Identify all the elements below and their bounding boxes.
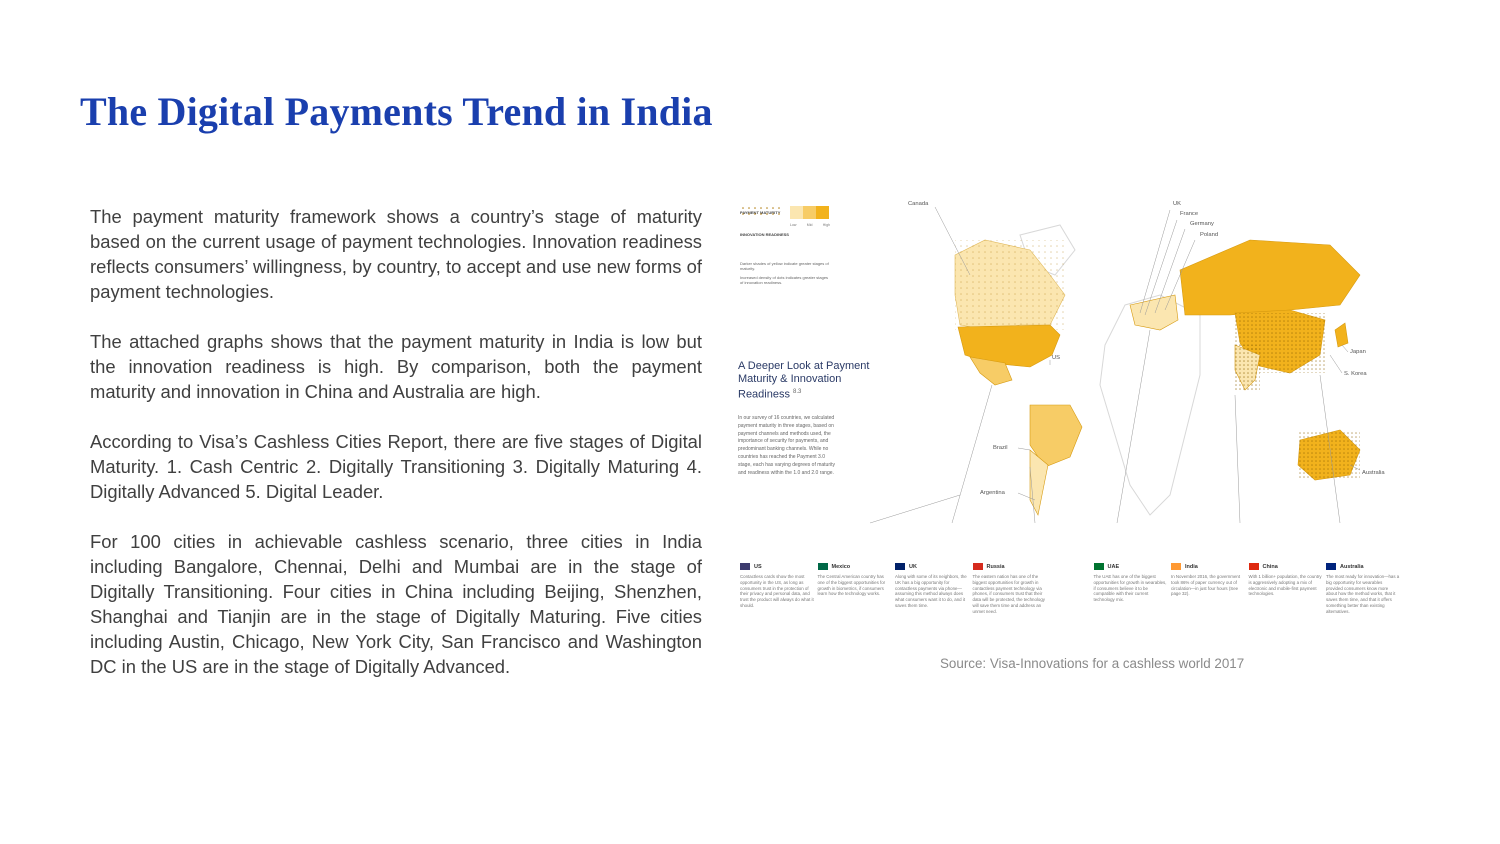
country-desc: The most ready for innovation—has a big opportunity for wearables provided consumers know more about how the method works, that it saves them time, and that it offers something better than existing alternatives.: [1326, 574, 1400, 614]
map-label-australia: Australia: [1362, 470, 1385, 476]
country-name: Russia: [986, 563, 1005, 570]
legend-scale-high: High: [822, 223, 830, 227]
country-note-australia: [1326, 563, 1400, 615]
russia-shape: [1180, 240, 1360, 315]
legend-innovation-readiness: [740, 227, 840, 241]
country-name: UAE: [1107, 563, 1120, 570]
country-name: US: [754, 563, 762, 570]
legend-note-shades: Darker shades of yellow indicate greater stages of maturity.: [740, 261, 829, 271]
deeper-look-title-text: A Deeper Look at Payment Maturity & Innovation Readiness: [738, 360, 870, 401]
country-note-india: [1171, 563, 1245, 615]
map-label-skorea: S. Korea: [1344, 371, 1367, 377]
swatch-high: [816, 206, 829, 219]
country-desc: Along with some of its neighbors, the UK has a big opportunity for contactless payments via phone—assuming this method always does what consumers want it to do, and it saves them time.: [895, 574, 967, 608]
country-note-us: [740, 563, 814, 615]
map-label-brazil: Brazil: [993, 445, 1008, 451]
map-label-uk: UK: [1173, 201, 1182, 207]
country-name: Mexico: [831, 563, 851, 570]
map-legend: [740, 205, 840, 285]
country-note-mexico: [818, 563, 892, 615]
country-note-russia: [973, 563, 1047, 615]
country-name: Australia: [1340, 563, 1364, 570]
country-desc: Contactless cards show the most opportunity in the US, as long as consumers trust in the protection of their privacy and personal data, and trust the product will always do what it should.: [740, 574, 814, 608]
mexico-flag-icon: [818, 563, 828, 570]
paragraph-digital-maturity-stages: According to Visa’s Cashless Cities Report, there are five stages of Digital Maturity. 1. Cash Centric 2. Digitally Transitioning 3. Digitally Maturing 4. Digitally Advanced 5. Digital Leader.: [90, 431, 702, 502]
map-label-germany: Germany: [1190, 221, 1214, 227]
map-label-argentina: Argentina: [980, 490, 1005, 496]
country-name: China: [1262, 563, 1278, 570]
russia-flag-icon: [973, 563, 983, 570]
legend-scale-mid: Mid: [806, 223, 813, 227]
country-desc: The Central American country has one of the biggest opportunities for growth in biometrics, if consumers learn how the technology works.: [817, 574, 886, 597]
country-note-uae: [1094, 563, 1168, 615]
country-name: UK: [909, 563, 917, 570]
swatch-low: [790, 206, 803, 219]
japan-shape: [1335, 323, 1348, 347]
us-flag-icon: [740, 563, 750, 570]
india-flag-icon: [1171, 563, 1181, 570]
country-note-china: [1249, 563, 1323, 615]
country-desc: The UAE has one of the biggest opportunities for growth in wearables, if consumers believe it to be compatible with their current technology mix.: [1093, 574, 1167, 603]
figure-source: Source: Visa-Innovations for a cashless world 2017: [940, 656, 1245, 671]
deeper-look-ref: 8.3: [793, 389, 802, 395]
page-title: The Digital Payments Trend in India: [80, 89, 713, 134]
payment-maturity-map-figure: [730, 195, 1410, 625]
map-label-canada: Canada: [908, 201, 929, 207]
deeper-look-body: In our survey of 16 countries, we calculated payment maturity in three stages, based on payment channels and methods used, the importance of security for payments, and predominant banking channels. While no countries has reached the Payment 3.0 stage, each has varying degrees of maturity and readiness within the 1.0 and 2.0 range.: [738, 415, 835, 476]
legend-scale-low: Low: [790, 223, 797, 227]
legend-note-dots: Increased density of dots indicates greater stages of innovation readiness.: [740, 275, 829, 285]
map-label-us: US: [1052, 355, 1061, 361]
legend-dots: [740, 205, 780, 217]
map-label-japan: Japan: [1350, 349, 1366, 355]
country-desc: The eastern nation has one of the biggest opportunities for growth in contactless payment technology via phones, if consumers trust that their data will be protected, the technology will save them time and address an unmet need.: [972, 574, 1045, 614]
uae-flag-icon: [1094, 563, 1104, 570]
legend-innovation-readiness-label: INNOVATION READINESS: [740, 231, 789, 237]
country-name: India: [1185, 563, 1198, 570]
legend-scale: [790, 223, 830, 227]
body-text: [90, 204, 702, 679]
paragraph-india-comparison: The attached graphs shows that the payment maturity in India is low but the innovation readiness is high. By comparison, both the payment maturity and innovation in China and Australia are high.: [90, 331, 702, 402]
map-label-poland: Poland: [1200, 232, 1219, 238]
paragraph-framework: The payment maturity framework shows a country’s stage of maturity based on the current usage of payment technologies. Innovation readiness reflects consumers’ willingness, by country, to accept and use new forms of payment technologies.: [90, 206, 702, 302]
china-flag-icon: [1249, 563, 1259, 570]
country-notes: [740, 563, 1400, 615]
country-desc: In November 2016, the government took 86% of paper currency out of circulation—in just four hours (See page 32).: [1171, 574, 1241, 597]
australia-flag-icon: [1326, 563, 1336, 570]
paragraph-cashless-cities: For 100 cities in achievable cashless scenario, three cities in India including Bangalore, Chennai, Delhi and Mumbai are in the stage of Digitally Transitioning. Four cities in China including Beijing, Shenzhen, Shanghai and Tianjin are in the stage of Digitally Maturing. Five cities including Austin, Chicago, New York City, San Francisco and Washington DC in the US are in the stage of Digitally Advanced.: [90, 531, 702, 677]
uk-flag-icon: [895, 563, 905, 570]
map-label-france: France: [1180, 211, 1199, 217]
country-desc: With 1 billion+ population, the country is aggressively adopting a mix of electronic and mobile-first payment technologies.: [1248, 574, 1322, 597]
swatch-mid: [803, 206, 816, 219]
country-note-uk: [895, 563, 969, 615]
deeper-look-title: [738, 360, 878, 402]
